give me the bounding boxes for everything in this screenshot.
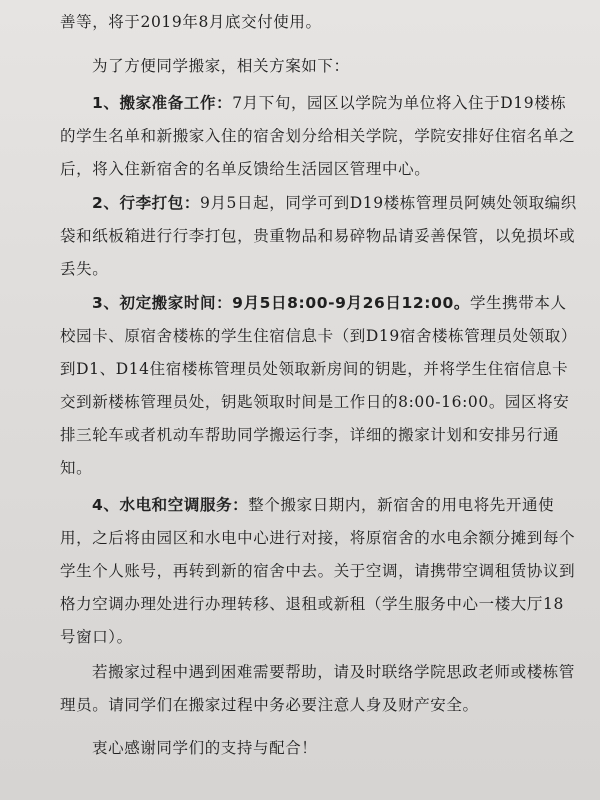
item-4-heading: 4、水电和空调服务： <box>92 496 249 514</box>
item-1-body: 7月下旬，园区以学院为单位将入住于D19楼栋的学生名单和新搬家入住的宿舍划分给相关学院，学院安排好住宿名单之后，将入住新宿舍的名单反馈给生活园区管理中心。 <box>60 94 576 178</box>
item-3-paragraph <box>60 287 580 485</box>
item-4-body: 整个搬家日期内，新宿舍的用电将先开通使用，之后将由园区和水电中心进行对接，将原宿舍的水电余额分摊到每个学生个人账号，再转到新的宿舍中去。关于空调，请携带空调租赁协议到格力空调办理处进行办理转移、退租或新租（学生服务中心一楼大厅18号窗口）。 <box>60 496 576 646</box>
help-note: 若搬家过程中遇到困难需要帮助，请及时联络学院思政老师或楼栋管理员。请同学们在搬家过程中务必要注意人身及财产安全。 <box>60 663 576 714</box>
item-3-body: 学生携带本人校园卡、原宿舍楼栋的学生住宿信息卡（到D19宿舍楼栋管理员处领取）到D1、D14住宿楼栋管理员处领取新房间的钥匙，并将学生住宿信息卡交到新楼栋管理员处，钥匙领取时间是工作日的8:00-16:00。园区将安排三轮车或者机动车帮助同学搬运行李，详细的搬家计划和安排另行通知。 <box>60 294 577 477</box>
item-2-heading: 2、行李打包： <box>92 194 200 212</box>
item-2-paragraph <box>60 187 580 286</box>
intro-line: 为了方便同学搬家，相关方案如下： <box>92 57 350 75</box>
item-1-paragraph <box>60 87 580 186</box>
item-2-body: 9月5日起，同学可到D19楼栋管理员阿姨处领取编织袋和纸板箱进行行李打包，贵重物品和易碎物品请妥善保管，以免损坏或丢失。 <box>60 194 577 278</box>
item-3-heading: 3、初定搬家时间：9月5日8:00-9月26日12:00。 <box>92 294 470 312</box>
item-1-heading: 1、搬家准备工作： <box>92 94 233 112</box>
item-4-paragraph <box>60 489 580 654</box>
top-line: 善等，将于2019年8月底交付使用。 <box>60 13 322 31</box>
thanks-line: 衷心感谢同学们的支持与配合！ <box>92 739 318 757</box>
